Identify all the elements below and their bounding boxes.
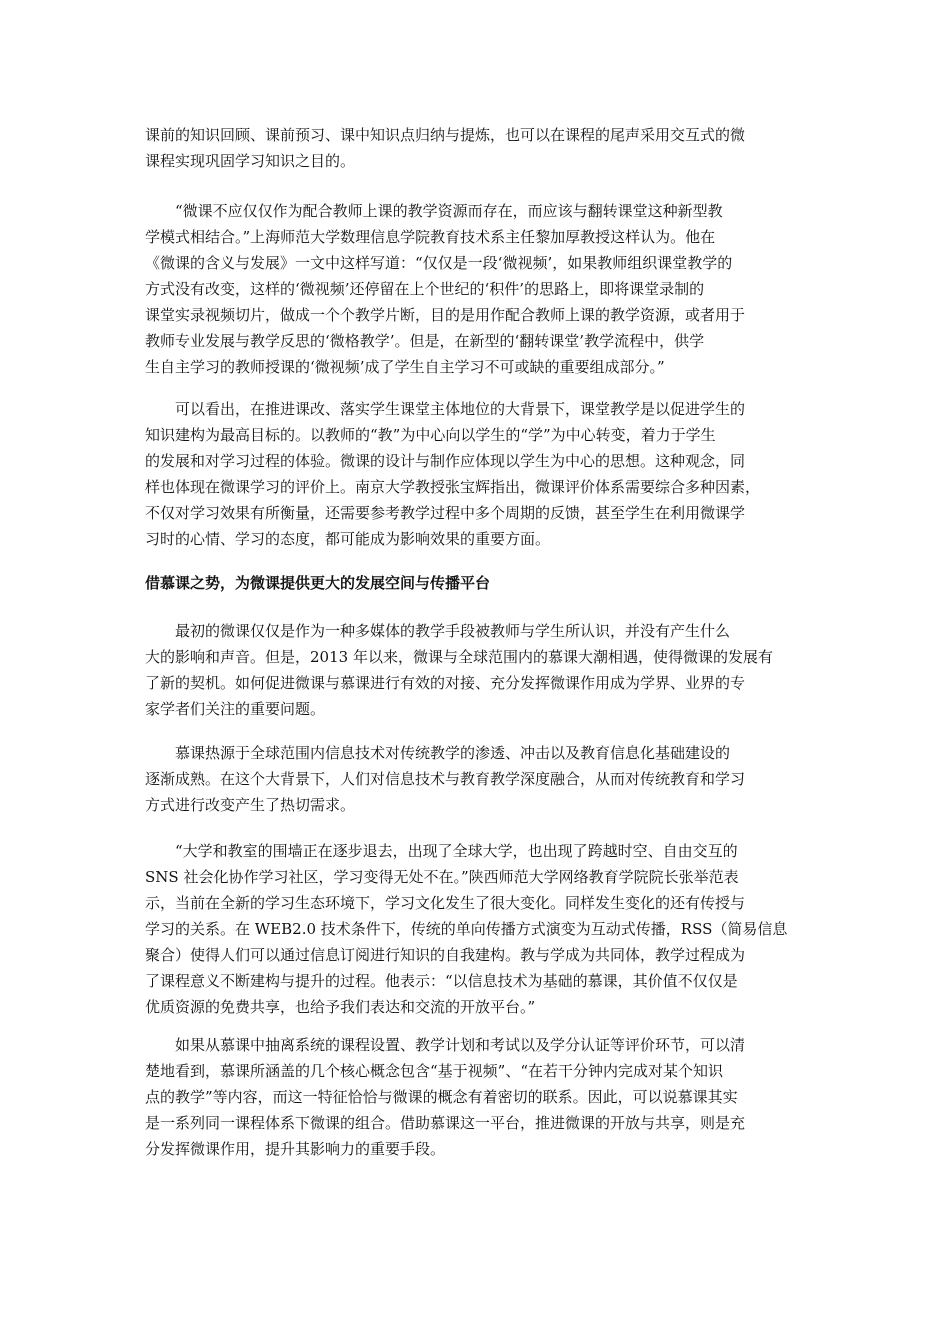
text-line: 可以看出，在推进课改、落实学生课堂主体地位的大背景下，课堂教学是以促进学生的 [175,400,746,418]
paragraph-intro-continuation [145,122,810,174]
text-line: 《微课的含义与发展》一文中这样写道：“仅仅是一段‘微视频’，如果教师组织课堂教学的 [145,254,733,272]
text-line: 课前的知识回顾、课前预习、课中知识点归纳与提炼，也可以在课程的尾声采用交互式的微 [145,126,746,144]
paragraph-mooc-encounter [145,618,810,722]
text-line: 的发展和对学习过程的体验。微课的设计与制作应体现以学生为中心的思想。这种观念，同 [145,452,746,470]
text-line: 最初的微课仅仅是作为一种多媒体的教学手段被教师与学生所认识，并没有产生什么 [175,622,731,640]
paragraph-student-centered [145,396,810,552]
text-line: 点的教学”等内容，而这一特征恰恰与微课的概念有着密切的联系。因此，可以说慕课其实 [145,1088,738,1106]
text-line: 方式进行改变产生了热切需求。 [145,796,356,814]
text-line: 习时的心情、学习的态度，都可能成为影响效果的重要方面。 [145,530,551,548]
text-line: 示，当前在全新的学习生态环境下，学习文化发生了很大变化。同样发生变化的还有传授与 [145,894,746,912]
text-line: 聚合）使得人们可以通过信息订阅进行知识的自我建构。教与学成为共同体，教学过程成为 [145,946,746,964]
text-line: 知识建构为最高目标的。以教师的“教”为中心向以学生的“学”为中心转变，着力于学生 [145,426,716,444]
paragraph-zhang-jufan-quote [145,838,810,1020]
text-line: 学习的关系。在 WEB2.0 技术条件下，传统的单向传播方式演变为互动式传播，RSS（简易信息 [145,920,788,938]
text-line: 方式没有改变，这样的‘微视频’还停留在上个世纪的‘积件’的思路上，即将课堂录制的 [145,280,705,298]
text-line: 了课程意义不断建构与提升的过程。他表示：“以信息技术为基础的慕课，其价值不仅仅是 [145,972,738,990]
text-line: 不仅对学习效果有所衡量，还需要参考教学过程中多个周期的反馈，甚至学生在利用微课学 [145,504,746,522]
text-line: 如果从慕课中抽离系统的课程设置、教学计划和考试以及学分认证等评价环节，可以清 [175,1036,746,1054]
paragraph-li-jiahou-quote [145,198,810,380]
text-line: 生自主学习的教师授课的‘微视频’成了学生自主学习不可或缺的重要组成部分。” [145,358,665,376]
paragraph-mooc-microlecture-link [145,1032,810,1162]
text-line: 学模式相结合。”上海师范大学数理信息学院教育技术系主任黎加厚教授这样认为。他在 [145,228,716,246]
text-line: 课程实现巩固学习知识之目的。 [145,152,356,170]
text-line: SNS 社会化协作学习社区，学习变得无处不在。”陕西师范大学网络教育学院院长张举范表 [145,868,739,886]
text-line: 慕课热源于全球范围内信息技术对传统教学的渗透、冲击以及教育信息化基础建设的 [175,744,731,762]
text-line: 优质资源的免费共享，也给予我们表达和交流的开放平台。” [145,998,536,1016]
text-line: 课堂实录视频切片，做成一个个教学片断，目的是用作配合教师上课的教学资源，或者用于 [145,306,746,324]
text-line: 家学者们关注的重要问题。 [145,700,326,718]
text-line: 逐渐成熟。在这个大背景下，人们对信息技术与教育教学深度融合，从而对传统教育和学习 [145,770,746,788]
text-line: 样也体现在微课学习的评价上。南京大学教授张宝辉指出，微课评价体系需要综合多种因素， [145,478,761,496]
text-line: 大的影响和声音。但是，2013 年以来，微课与全球范围内的慕课大潮相遇，使得微课的发展有 [145,648,773,666]
text-line: 楚地看到，慕课所涵盖的几个核心概念包含“基于视频”、“在若干分钟内完成对某个知识 [145,1062,724,1080]
paragraph-mooc-origin [145,740,810,818]
text-line: 教师专业发展与教学反思的‘微格教学’。但是，在新型的‘翻转课堂’教学流程中，供学 [145,332,705,350]
section-heading: 借慕课之势，为微课提供更大的发展空间与传播平台 [145,574,491,592]
text-line: “微课不应仅仅作为配合教师上课的教学资源而存在，而应该与翻转课堂这种新型教 [175,202,723,220]
text-line: 分发挥微课作用，提升其影响力的重要手段。 [145,1140,446,1158]
text-line: “大学和教室的围墙正在逐步退去，出现了全球大学，也出现了跨越时空、自由交互的 [175,842,738,860]
text-line: 了新的契机。如何促进微课与慕课进行有效的对接、充分发挥微课作用成为学界、业界的专 [145,674,746,692]
text-line: 是一系列同一课程体系下微课的组合。借助慕课这一平台，推进微课的开放与共享，则是充 [145,1114,746,1132]
